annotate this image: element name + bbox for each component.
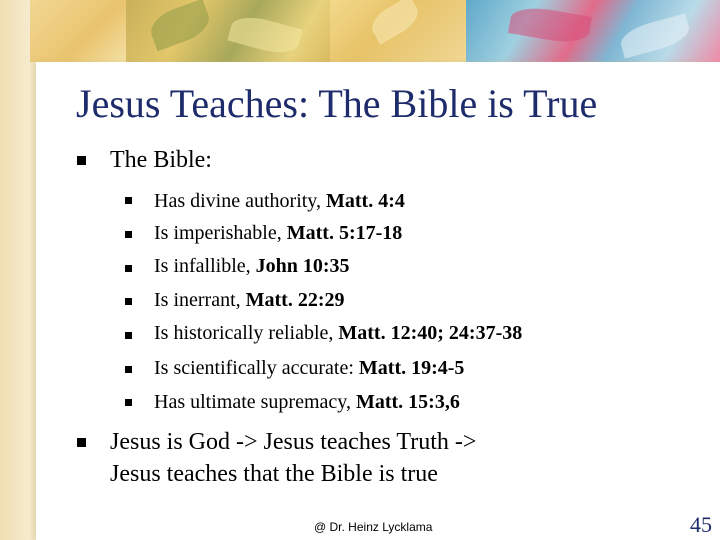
sub-bullet-text bbox=[154, 287, 345, 313]
bullet-text: The Bible: bbox=[110, 147, 212, 173]
sub-bullet-marker bbox=[125, 231, 132, 238]
scripture-reference: Matt. 5:17-18 bbox=[286, 222, 403, 244]
sub-bullet-marker bbox=[125, 298, 132, 305]
sub-bullet-marker bbox=[125, 197, 132, 204]
sub-bullet-text bbox=[154, 188, 405, 214]
bullet-marker bbox=[77, 438, 86, 447]
bullet-text-line: Jesus is God -> Jesus teaches Truth -> bbox=[110, 429, 477, 455]
sub-bullet-marker bbox=[125, 332, 132, 339]
banner-segment bbox=[30, 0, 130, 62]
page-number: 45 bbox=[690, 512, 712, 537]
sub-bullet-claim: Is scientifically accurate: bbox=[154, 357, 359, 379]
sub-bullet-claim: Has ultimate supremacy, bbox=[154, 391, 356, 413]
sub-bullet-text bbox=[154, 253, 350, 279]
scripture-reference: John 10:35 bbox=[255, 255, 350, 277]
sub-bullet-text bbox=[154, 320, 522, 346]
scripture-reference: Matt. 22:29 bbox=[245, 289, 345, 311]
sub-bullet-claim: Is infallible, bbox=[154, 255, 256, 277]
bullet-marker bbox=[77, 156, 86, 165]
sub-bullet-claim: Is inerrant, bbox=[154, 289, 246, 311]
slide-title: Jesus Teaches: The Bible is True bbox=[76, 81, 598, 126]
scripture-reference: Matt. 19:4-5 bbox=[358, 357, 465, 379]
sub-bullet-text bbox=[154, 220, 402, 246]
decorative-banner bbox=[30, 0, 720, 62]
sub-bullet-claim: Has divine authority, bbox=[154, 190, 327, 212]
sub-bullet-marker bbox=[125, 366, 132, 373]
sub-bullet-marker bbox=[125, 399, 132, 406]
sub-bullet-claim: Is imperishable, bbox=[154, 222, 287, 244]
slide-footer: @ Dr. Heinz Lycklama bbox=[314, 520, 433, 534]
bullet-text-line: Jesus teaches that the Bible is true bbox=[110, 461, 438, 487]
sub-bullet-text bbox=[154, 355, 464, 381]
sub-bullet-text bbox=[154, 389, 460, 415]
scripture-reference: Matt. 4:4 bbox=[326, 190, 405, 212]
scripture-reference: Matt. 12:40; 24:37-38 bbox=[338, 322, 523, 344]
scripture-reference: Matt. 15:3,6 bbox=[355, 391, 460, 413]
sub-bullet-claim: Is historically reliable, bbox=[154, 322, 339, 344]
background-left-strip bbox=[0, 0, 30, 540]
sub-bullet-marker bbox=[125, 265, 132, 272]
